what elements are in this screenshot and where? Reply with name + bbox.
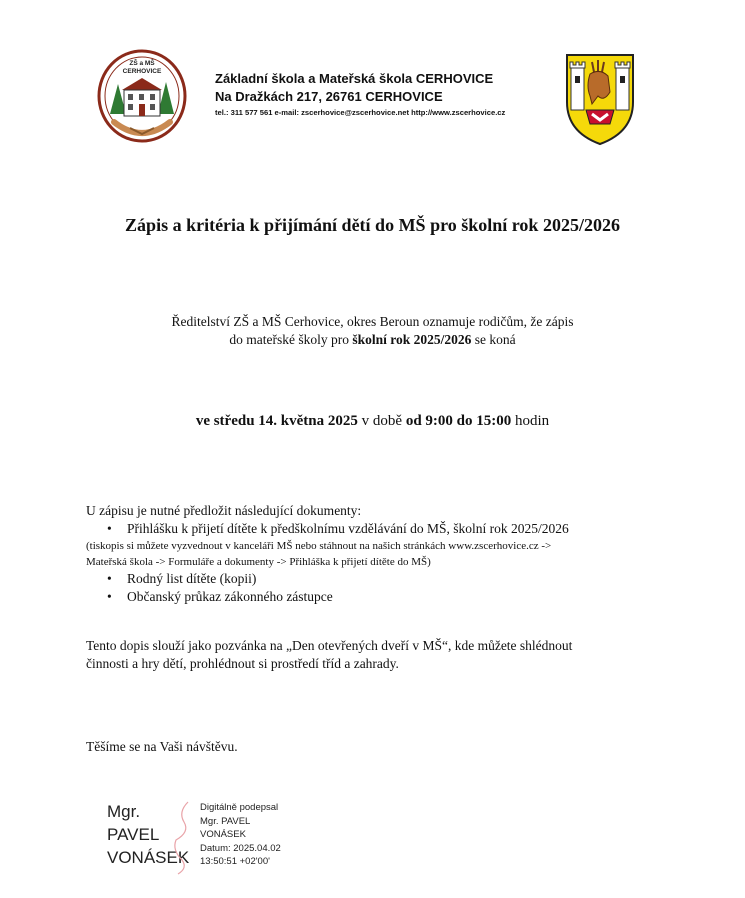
closing-line: Těšíme se na Vaši návštěvu.: [86, 739, 238, 754]
invitation-line-2: činnosti a hry dětí, prohlédnout si prostředí tříd a zahrady.: [86, 656, 399, 671]
enrollment-time: od 9:00 do 15:00: [405, 413, 512, 429]
intro-line-2-end: se koná: [471, 332, 516, 347]
enrollment-date: ve středu 14. května 2025: [195, 413, 358, 429]
page-title: Zápis a kritéria k přijímání dětí do MŠ pro školní rok 2025/2026: [125, 215, 620, 235]
intro-line-1: Ředitelství ZŠ a MŠ Cerhovice, okres Beroun oznamuje rodičům, že zápis: [171, 314, 574, 329]
enrollment-datetime: [0, 413, 745, 430]
list-item: [86, 520, 686, 538]
school-address: Na Dražkách 217, 26761 CERHOVICE: [215, 89, 443, 104]
list-item: [86, 570, 686, 588]
signer-first-name: PAVEL: [107, 825, 160, 844]
datetime-connector: v době: [357, 413, 406, 429]
intro-line-2: [0, 331, 745, 349]
logo-text-top: ZŠ a MŠ: [129, 60, 155, 67]
signer-surname: VONÁSEK: [107, 848, 190, 867]
document-birth-certificate: Rodný list dítěte (kopii): [127, 571, 257, 586]
required-documents: [86, 502, 686, 606]
logo-text-bottom: CERHOVICE: [122, 68, 162, 75]
application-note-line-1: (tiskopis si můžete vyzvednout v kanceláři MŠ nebo stáhnout na našich stránkách www.zscerhovice.cz ->: [86, 540, 552, 552]
signature-time: 13:50:51 +02'00': [200, 856, 270, 867]
municipal-crest: [564, 52, 636, 146]
intro-line-2-text: do mateřské školy pro: [229, 332, 353, 347]
open-day-invitation: [86, 637, 686, 673]
digital-signature-details: [200, 801, 281, 869]
signature-detail: Digitálně podepsal: [200, 802, 279, 813]
signer-title: Mgr.: [107, 802, 141, 821]
list-item: [86, 588, 686, 606]
bullet-icon: •: [107, 521, 112, 536]
bullet-icon: •: [107, 571, 112, 586]
documents-heading: U zápisu je nutné předložit následující dokumenty:: [86, 503, 362, 518]
school-name: Základní škola a Mateřská škola CERHOVICE: [215, 71, 494, 86]
signature-mark-icon: [170, 800, 198, 876]
signature-detail: VONÁSEK: [200, 829, 246, 840]
bullet-icon: •: [107, 589, 112, 604]
application-note-line-2: Mateřská škola -> Formuláře a dokumenty -> Přihláška k přijetí dítěte do MŠ): [86, 556, 431, 568]
school-contact: tel.: 311 577 561 e-mail: zscerhovice@zscerhovice.net http://www.zscerhovice.cz: [215, 108, 506, 117]
signature-detail: Mgr. PAVEL: [200, 815, 251, 827]
school-header: [215, 70, 505, 120]
school-logo: [96, 48, 188, 148]
datetime-suffix: hodin: [511, 413, 550, 429]
intro-paragraph: [0, 313, 745, 349]
document-application: Přihlášku k přijetí dítěte k předškolnímu vzdělávání do MŠ, školní rok 2025/2026: [127, 521, 569, 536]
school-year: školní rok 2025/2026: [352, 332, 472, 347]
document-id-card: Občanský průkaz zákonného zástupce: [127, 589, 333, 604]
invitation-line-1: Tento dopis slouží jako pozvánka na „Den otevřených dveří v MŠ“, kde můžete shlédnout: [86, 638, 573, 653]
signature-date: Datum: 2025.04.02: [200, 842, 281, 854]
